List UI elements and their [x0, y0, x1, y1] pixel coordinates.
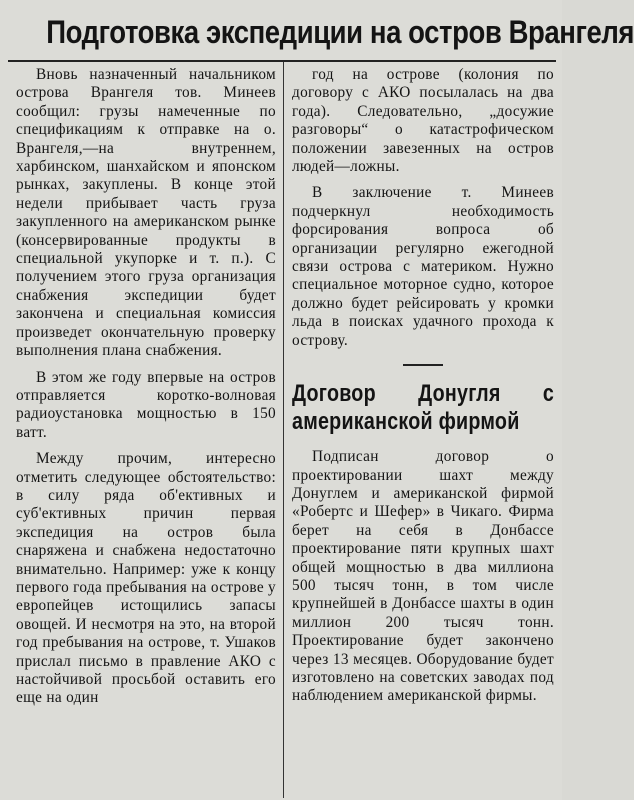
- article-separator: [403, 364, 443, 366]
- article-headline: Подготовка экспедиции на остров Врангеля: [46, 14, 634, 50]
- column-divider: [283, 62, 284, 798]
- second-article-headline: Договор Донугля с американской фирмой: [292, 380, 555, 436]
- article-paragraph: Вновь назначенный начальником острова Врангеля тов. Минеев сообщил: грузы намеченные по спецификациям к отправке на о. Врангеля,—на внутреннем, харбинском, шанхайском и японском рынках, закуплены. В конце этой недели прибывает часть груза закупленного на американском рынке (консервированные продукты в специальной укупорке и т. п.). С получением этого груза организация снабжения экспедиции будет закончена и специальная комиссия произведет окончательную проверку выполнения плана снабжения.: [16, 66, 276, 360]
- article-paragraph: Подписан договор о проектировании шахт между Донуглем и американской фирмой «Робертс и Шефер» в Чикаго. Фирма берет на себя в Донбассе проектирование пяти крупных шахт общей мощностью в два миллиона 500 тысяч тонн, в том числе крупнейшей в Донбассе шахты в один миллион 200 тысяч тонн. Проектирование будет закончено через 13 месяцев. Оборудование будет изготовлено на советских заводах под наблюдением американской фирмы.: [292, 448, 554, 705]
- article-paragraph: год на острове (колония по договору с АКО посылалась на два года). Следовательно, „досужие разговоры“ о катастрофическом положении завезенных на остров людей—ложны.: [292, 66, 554, 176]
- article-paragraph: Между прочим, интересно отметить следующее обстоятельство: в силу ряда об'ективных и суб'ективных причин первая экспедиция на остров была снаряжена и снабжена недостаточно внимательно. Например: уже к концу первого года пребывания на острове у европейцев истощились запасы овощей. И несмотря на это, на второй год пребывания на острове, т. Ушаков прислал письмо в правление АКО с настойчивой просьбой оставить его еще на один: [16, 450, 276, 707]
- headline-rule: [8, 60, 556, 62]
- right-column: [292, 66, 554, 714]
- article-paragraph: В этом же году впервые на остров отправляется коротко-волновая радиоустановка мощностью в 150 ватт.: [16, 368, 276, 441]
- left-column: [16, 66, 276, 716]
- article-paragraph: В заключение т. Минеев подчеркнул необходимость форсирования вопроса об организации регулярно ежегодной связи острова с материком. Нужно специальное моторное судно, которое должно будет рейсировать у кромки льда в поисках удачного прохода к острову.: [292, 184, 554, 349]
